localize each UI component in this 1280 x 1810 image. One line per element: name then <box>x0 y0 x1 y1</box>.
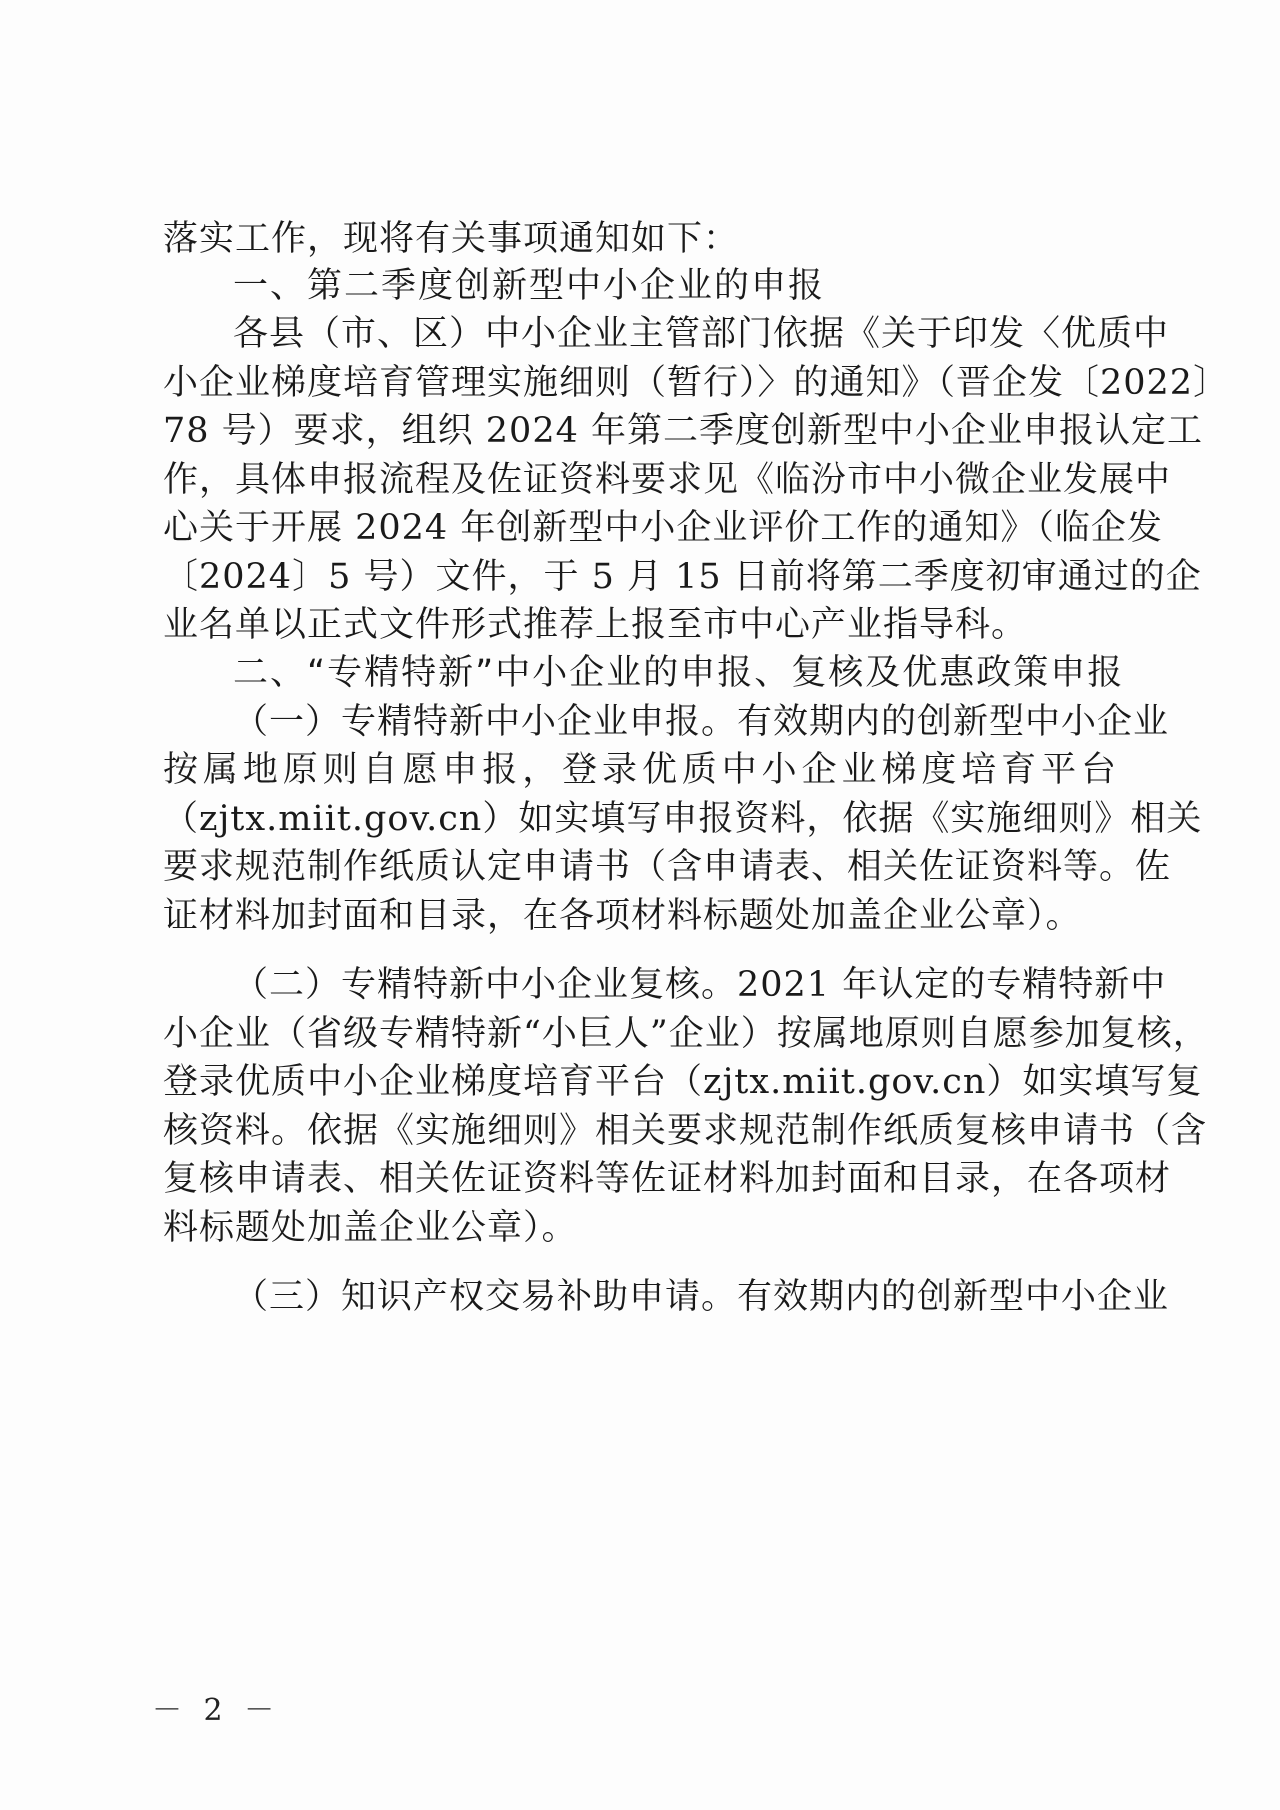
paragraph-line: （二）专精特新中小企业复核。2021 年认定的专精特新中 <box>233 965 1167 1005</box>
paragraph-line: 要求规范制作纸质认定申请书（含申请表、相关佐证资料等。佐 <box>163 847 1172 887</box>
paragraph-line: 作，具体申报流程及佐证资料要求见《临汾市中小微企业发展中 <box>163 460 1172 500</box>
paragraph-line: 〔2024〕5 号）文件，于 5 月 15 日前将第二季度初审通过的企 <box>163 557 1202 597</box>
paragraph-line: 业名单以正式文件形式推荐上报至市中心产业指导科。 <box>163 605 1028 645</box>
section-heading-1: 一、第二季度创新型中小企业的申报 <box>233 266 826 306</box>
paragraph-line: （一）专精特新中小企业申报。有效期内的创新型中小企业 <box>233 702 1170 742</box>
paragraph-line: 复核申请表、相关佐证资料等佐证材料加封面和目录，在各项材 <box>163 1159 1172 1199</box>
section-heading-2: 二、“专精特新”中小企业的申报、复核及优惠政策申报 <box>233 653 1125 693</box>
paragraph-line: （三）知识产权交易补助申请。有效期内的创新型中小企业 <box>233 1277 1170 1317</box>
paragraph-line: 各县（市、区）中小企业主管部门依据《关于印发〈优质中 <box>233 314 1170 354</box>
paragraph-line: 78 号）要求，组织 2024 年第二季度创新型中小企业申报认定工 <box>163 411 1203 451</box>
paragraph-line: 登录优质中小企业梯度培育平台（zjtx.miit.gov.cn）如实填写复 <box>163 1062 1203 1102</box>
page-number: － 2 － <box>152 1693 281 1728</box>
paragraph-line: 小企业梯度培育管理实施细则（暂行）〉的通知》（晋企发〔2022〕 <box>163 363 1230 403</box>
paragraph-line: 按属地原则自愿申报，登录优质中小企业梯度培育平台 <box>163 750 1117 790</box>
paragraph-line: 证材料加封面和目录，在各项材料标题处加盖企业公章）。 <box>163 896 1082 936</box>
paragraph-line: 心关于开展 2024 年创新型中小企业评价工作的通知》（临企发 <box>163 508 1163 548</box>
paragraph-line: （zjtx.miit.gov.cn）如实填写申报资料，依据《实施细则》相关 <box>163 799 1203 839</box>
paragraph-line: 料标题处加盖企业公章）。 <box>163 1208 578 1248</box>
body-line: 落实工作，现将有关事项通知如下： <box>163 219 740 259</box>
paragraph-line: 核资料。依据《实施细则》相关要求规范制作纸质复核申请书（含 <box>163 1111 1208 1151</box>
paragraph-line: 小企业（省级专精特新“小巨人”企业）按属地原则自愿参加复核， <box>163 1014 1209 1054</box>
